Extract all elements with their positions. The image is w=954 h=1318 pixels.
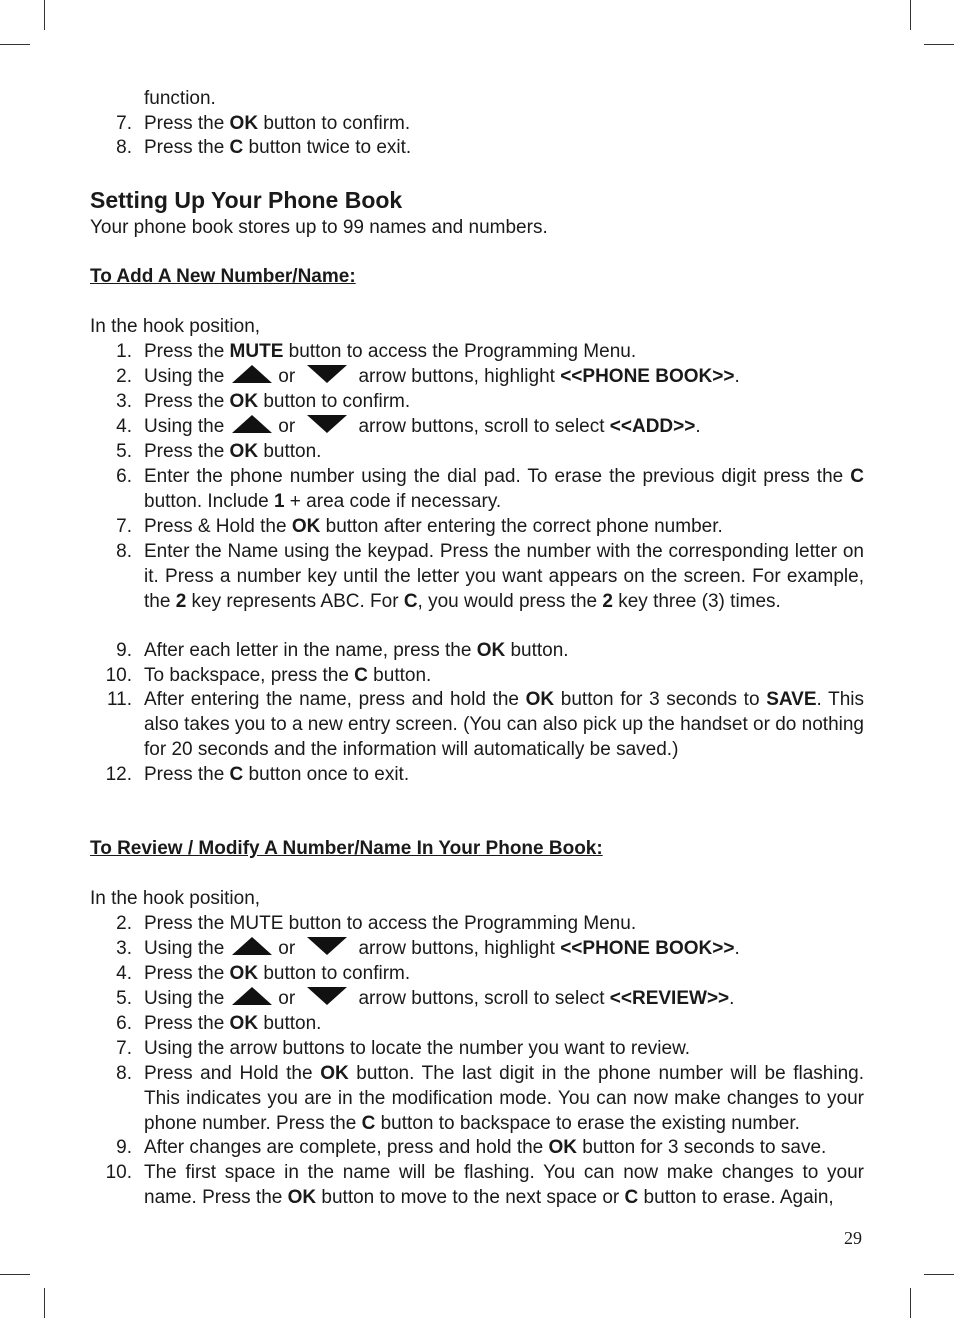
up-arrow-icon <box>232 987 272 1005</box>
continuation-text: function. <box>144 88 216 109</box>
subsection-heading: To Add A New Number/Name: <box>90 266 356 287</box>
down-arrow-icon <box>307 365 347 383</box>
crop-mark <box>0 1274 30 1275</box>
crop-mark <box>924 44 954 45</box>
up-arrow-icon <box>232 365 272 383</box>
up-arrow-icon <box>232 415 272 433</box>
section-intro: Your phone book stores up to 99 names and numbers. <box>90 217 548 238</box>
crop-mark <box>44 0 45 30</box>
crop-mark <box>44 1288 45 1318</box>
subsection-heading: To Review / Modify A Number/Name In Your Phone Book: <box>90 838 603 859</box>
crop-mark <box>910 0 911 30</box>
crop-mark <box>910 1288 911 1318</box>
up-arrow-icon <box>232 937 272 955</box>
down-arrow-icon <box>307 415 347 433</box>
page-number: 29 <box>844 1228 862 1248</box>
crop-mark <box>0 44 30 45</box>
crop-mark <box>924 1274 954 1275</box>
section-title: Setting Up Your Phone Book <box>90 187 403 213</box>
lead-text: In the hook position, <box>90 888 261 909</box>
lead-text: In the hook position, <box>90 316 261 337</box>
down-arrow-icon <box>307 987 347 1005</box>
down-arrow-icon <box>307 937 347 955</box>
